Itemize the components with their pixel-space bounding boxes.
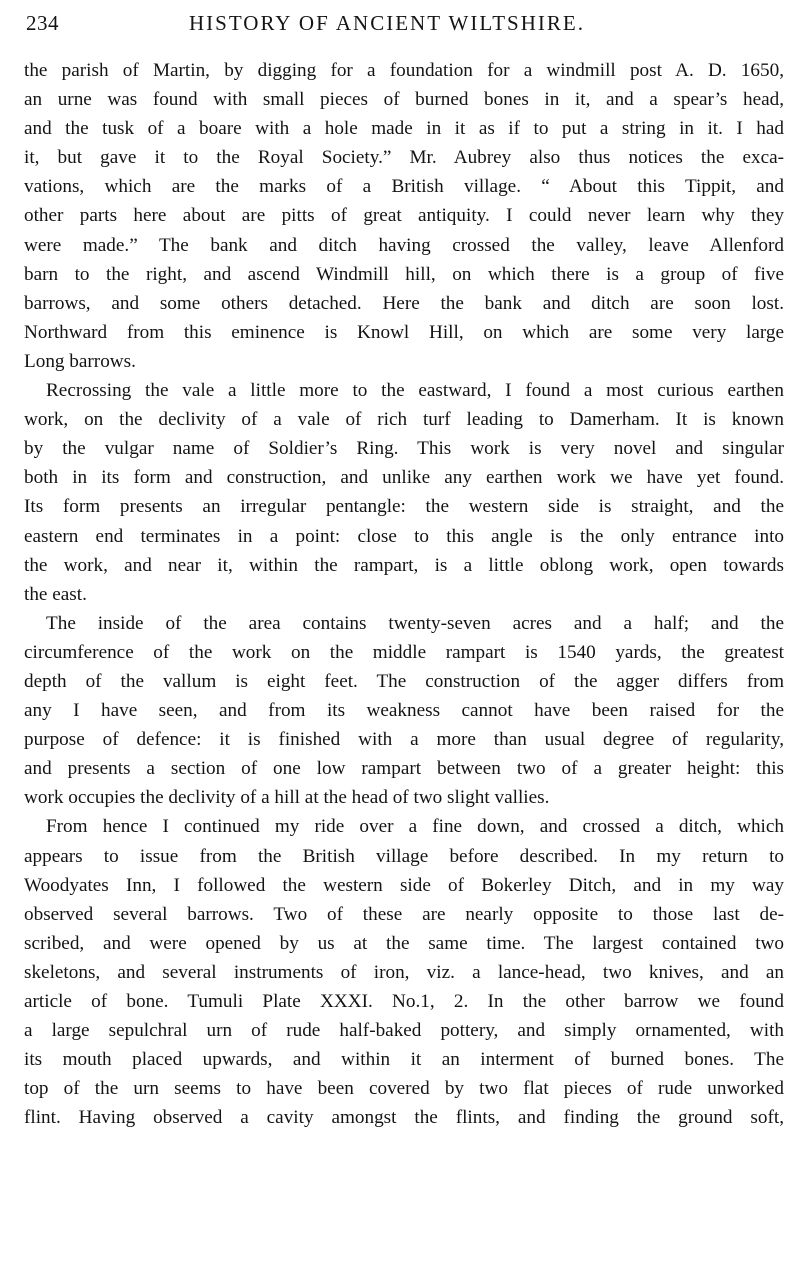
text-line: barn to the right, and ascend Windmill hill, on which there is a group of five bbox=[24, 263, 784, 285]
text-line: were made.” The bank and ditch having crossed the valley, leave Allenford bbox=[24, 234, 784, 256]
text-line: skeletons, and several instruments of iron, viz. a lance-head, two knives, and an bbox=[24, 961, 784, 983]
running-title: HISTORY OF ANCIENT WILTSHIRE. bbox=[189, 11, 585, 35]
text-line: Long barrows. bbox=[24, 350, 136, 372]
text-line: it, but gave it to the Royal Society.” Mr. Aubrey also thus notices the exca- bbox=[24, 147, 784, 169]
text-line: appears to issue from the British village before described. In my return to bbox=[24, 845, 784, 867]
text-line: eastern end terminates in a point: close to this angle is the only entrance into bbox=[24, 525, 784, 547]
text-line: work occupies the declivity of a hill at the head of two slight vallies. bbox=[24, 787, 550, 809]
text-line: purpose of defence: it is finished with a more than usual degree of regularity, bbox=[24, 729, 784, 751]
page-header bbox=[26, 7, 786, 41]
text-line: Woodyates Inn, I followed the western side of Bokerley Ditch, and in my way bbox=[24, 874, 784, 896]
paragraph-first-line: Recrossing the vale a little more to the eastward, I found a most curious earthen bbox=[46, 380, 784, 402]
text-line: the parish of Martin, by digging for a foundation for a windmill post A. D. 1650, bbox=[24, 60, 784, 81]
text-line: and the tusk of a boare with a hole made in it as if to put a string in it. I had bbox=[24, 118, 784, 140]
paragraph-first-line: From hence I continued my ride over a fine down, and crossed a ditch, which bbox=[46, 816, 784, 838]
text-line: article of bone. Tumuli Plate XXXI. No.1, 2. In the other barrow we found bbox=[24, 991, 784, 1012]
text-line: the work, and near it, within the rampart, is a little oblong work, open towards bbox=[24, 554, 784, 576]
text-line: Northward from this eminence is Knowl Hill, on which are some very large bbox=[24, 321, 784, 343]
text-line: barrows, and some others detached. Here the bank and ditch are soon lost. bbox=[24, 292, 784, 314]
page-number: 234 bbox=[26, 11, 59, 35]
text-line: other parts here about are pitts of great antiquity. I could never learn why they bbox=[24, 205, 784, 227]
text-line: its mouth placed upwards, and within it an interment of burned bones. The bbox=[24, 1049, 784, 1071]
text-line: scribed, and were opened by us at the same time. The largest contained two bbox=[24, 932, 784, 954]
text-line: flint. Having observed a cavity amongst the flints, and finding the ground soft, bbox=[24, 1107, 784, 1129]
text-line: by the vulgar name of Soldier’s Ring. This work is very novel and singular bbox=[24, 438, 784, 460]
text-line: observed several barrows. Two of these are nearly opposite to those last de- bbox=[24, 903, 784, 925]
text-line: Its form presents an irregular pentangle: the western side is straight, and the bbox=[24, 496, 784, 518]
text-line: a large sepulchral urn of rude half-baked pottery, and simply ornamented, with bbox=[24, 1020, 784, 1042]
body-text bbox=[24, 56, 784, 1132]
text-line: both in its form and construction, and unlike any earthen work we have yet found. bbox=[24, 467, 784, 489]
text-line: the east. bbox=[24, 583, 87, 605]
text-line: work, on the declivity of a vale of rich turf leading to Damerham. It is known bbox=[24, 409, 784, 431]
text-line: vations, which are the marks of a British village. “ About this Tippit, and bbox=[24, 176, 784, 198]
text-line: top of the urn seems to have been covered by two flat pieces of rude unworked bbox=[24, 1078, 784, 1100]
paragraph-first-line: The inside of the area contains twenty-seven acres and a half; and the bbox=[46, 612, 784, 634]
text-line: an urne was found with small pieces of burned bones in it, and a spear’s head, bbox=[24, 89, 784, 111]
text-line: circumference of the work on the middle rampart is 1540 yards, the greatest bbox=[24, 641, 784, 663]
text-line: depth of the vallum is eight feet. The construction of the agger differs from bbox=[24, 670, 784, 692]
text-line: any I have seen, and from its weakness cannot have been raised for the bbox=[24, 700, 784, 722]
text-line: and presents a section of one low rampart between two of a greater height: this bbox=[24, 758, 784, 780]
